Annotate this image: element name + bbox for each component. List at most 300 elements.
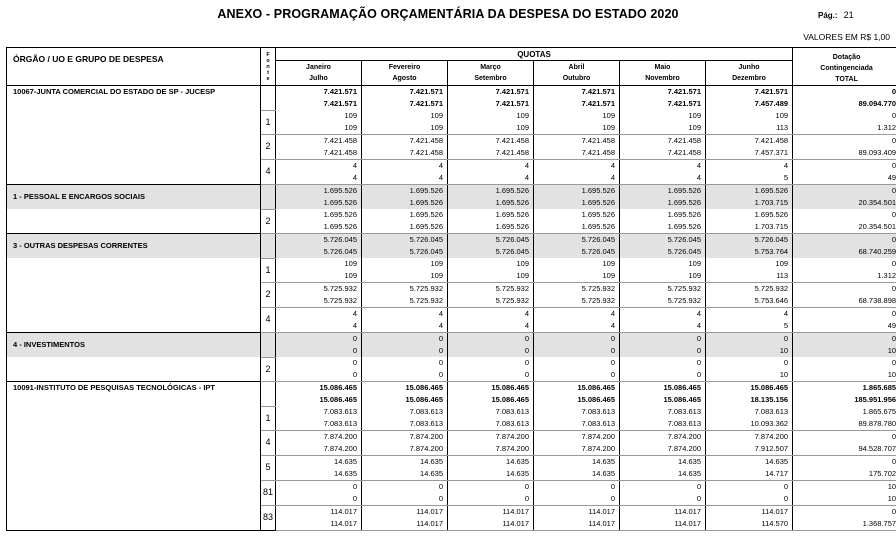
page-label: Pág.: xyxy=(818,11,838,20)
value-first-semester: 0 xyxy=(610,482,615,491)
quota-cell xyxy=(534,283,620,308)
value-second-semester: 7.421.458 xyxy=(581,148,615,157)
value-second-semester: 4 xyxy=(610,321,615,330)
value-first-semester: 0 xyxy=(438,334,443,343)
value-second-semester: 5.725.932 xyxy=(495,296,529,305)
value-first-semester: 7.421.458 xyxy=(323,136,357,145)
value-second-semester: 7.421.571 xyxy=(323,99,357,108)
value-first-semester: 1.695.526 xyxy=(667,186,701,195)
value-second-semester: 0 xyxy=(524,370,529,379)
value-second-semester: 109 xyxy=(344,271,357,280)
fonte-letter: o xyxy=(266,57,270,64)
month-bottom: Agosto xyxy=(392,75,417,82)
fonte-cell: 1 xyxy=(261,110,276,135)
quota-cell xyxy=(276,135,362,160)
quota-cell xyxy=(276,456,362,481)
quota-cell xyxy=(534,160,620,185)
value-second-semester: 7.083.613 xyxy=(581,419,615,428)
month-header xyxy=(362,61,448,86)
value-first-semester: 7.874.200 xyxy=(323,432,357,441)
value-first-semester: 4 xyxy=(524,309,529,318)
quota-cell xyxy=(534,185,620,210)
value-second-semester: 109 xyxy=(602,123,615,132)
value-second-semester: 113 xyxy=(776,123,789,132)
value-second-semester: 5.725.932 xyxy=(667,296,701,305)
value-second-semester: 114.017 xyxy=(588,519,615,528)
value-second-semester: 0 xyxy=(696,346,701,355)
quota-cell xyxy=(448,308,534,333)
uo-name: 10067-JUNTA COMERCIAL DO ESTADO DE SP - JUCESP xyxy=(7,86,261,111)
quota-cell xyxy=(362,431,448,456)
value-first-semester: 109 xyxy=(344,259,357,268)
quota-cell xyxy=(362,234,448,259)
quota-cell xyxy=(276,283,362,308)
value-first-semester: 14.635 xyxy=(334,457,357,466)
quota-cell xyxy=(362,406,448,431)
value-first-semester: 1.695.526 xyxy=(323,210,357,219)
fonte-letter: n xyxy=(266,63,270,70)
value-second-semester: 109 xyxy=(688,271,701,280)
quota-cell xyxy=(534,406,620,431)
quota-cell xyxy=(706,234,793,259)
value-second-semester: 1.695.526 xyxy=(581,222,615,231)
value-first-semester: 7.421.458 xyxy=(581,136,615,145)
total-cell xyxy=(793,333,896,358)
value-second-semester: 7.874.200 xyxy=(323,444,357,453)
value-first-semester: 15.086.465 xyxy=(663,383,701,392)
value-first-semester: 7.083.613 xyxy=(667,407,701,416)
value-first-semester: 7.421.458 xyxy=(754,136,789,145)
value-first-semester: 109 xyxy=(688,259,701,268)
fonte-letter: t xyxy=(267,69,269,76)
fonte-cell xyxy=(261,185,276,210)
value-second-semester: 0 xyxy=(352,370,357,379)
value-first-semester: 114.017 xyxy=(761,507,789,516)
value-first-semester: 5.726.045 xyxy=(495,235,529,244)
quota-cell xyxy=(362,506,448,531)
value-first-semester: 15.086.465 xyxy=(491,383,529,392)
value-second-semester: 109 xyxy=(430,271,443,280)
page-number xyxy=(818,10,854,20)
quota-cell xyxy=(706,431,793,456)
table-row xyxy=(7,283,896,308)
value-second-semester: 5 xyxy=(783,321,789,330)
quota-cell xyxy=(620,431,706,456)
value-second-semester: 68.738.898 xyxy=(858,296,896,305)
value-second-semester: 14.635 xyxy=(592,469,615,478)
value-second-semester: 109 xyxy=(516,123,529,132)
quota-cell xyxy=(534,481,620,506)
total-cell xyxy=(793,456,896,481)
desc-cell-empty xyxy=(7,456,261,481)
table-row xyxy=(7,258,896,283)
quota-cell xyxy=(448,135,534,160)
desc-cell-empty xyxy=(7,406,261,431)
fonte-letter: e xyxy=(266,75,270,82)
desc-cell-empty xyxy=(7,481,261,506)
value-second-semester: 68.740.259 xyxy=(858,247,896,256)
quota-cell xyxy=(620,209,706,234)
quota-cell xyxy=(276,357,362,382)
value-second-semester: 114.017 xyxy=(674,519,701,528)
fonte-letter: F xyxy=(266,51,270,58)
value-second-semester: 114.017 xyxy=(416,519,443,528)
value-first-semester: 7.421.571 xyxy=(495,87,529,96)
table-row xyxy=(7,481,896,506)
value-first-semester: 0 xyxy=(891,358,896,367)
table-row xyxy=(7,234,896,259)
quota-cell xyxy=(706,258,793,283)
month-header xyxy=(706,61,793,86)
fonte-cell xyxy=(261,86,276,111)
quota-cell xyxy=(620,110,706,135)
quota-cell xyxy=(534,86,620,111)
value-first-semester: 4 xyxy=(352,309,357,318)
value-second-semester: 5 xyxy=(783,173,789,182)
table-row xyxy=(7,431,896,456)
quota-cell xyxy=(620,283,706,308)
value-first-semester: 4 xyxy=(610,161,615,170)
quota-cell xyxy=(706,406,793,431)
quota-cell xyxy=(448,406,534,431)
value-second-semester: 1.695.526 xyxy=(667,222,701,231)
value-first-semester: 14.635 xyxy=(678,457,701,466)
value-second-semester: 10 xyxy=(887,370,896,379)
quota-cell xyxy=(276,382,362,407)
value-second-semester: 175.702 xyxy=(868,469,896,478)
value-first-semester: 1.865.685 xyxy=(862,383,896,392)
value-first-semester: 114.017 xyxy=(588,507,615,516)
value-first-semester: 0 xyxy=(783,482,789,491)
value-second-semester: 4 xyxy=(696,321,701,330)
quota-cell xyxy=(276,86,362,111)
page-value: 21 xyxy=(843,10,854,20)
value-second-semester: 4 xyxy=(524,321,529,330)
value-first-semester: 5.726.045 xyxy=(754,235,789,244)
value-first-semester: 5.726.045 xyxy=(581,235,615,244)
value-second-semester: 7.421.458 xyxy=(323,148,357,157)
desc-cell-empty xyxy=(7,357,261,382)
total-cell xyxy=(793,209,896,234)
value-first-semester: 0 xyxy=(891,507,896,516)
quota-cell xyxy=(276,308,362,333)
quota-cell xyxy=(276,185,362,210)
quotas-header: QUOTAS xyxy=(276,48,793,61)
value-first-semester: 109 xyxy=(516,111,529,120)
total-cell xyxy=(793,110,896,135)
value-first-semester: 109 xyxy=(775,259,789,268)
value-second-semester: 5.726.045 xyxy=(495,247,529,256)
value-first-semester: 114.017 xyxy=(416,507,443,516)
quota-cell xyxy=(448,357,534,382)
quota-cell xyxy=(276,258,362,283)
quota-cell xyxy=(362,382,448,407)
value-first-semester: 0 xyxy=(891,284,896,293)
quota-cell xyxy=(362,209,448,234)
value-first-semester: 0 xyxy=(524,334,529,343)
value-second-semester: 5.725.932 xyxy=(409,296,443,305)
quota-cell xyxy=(706,333,793,358)
desc-cell-empty xyxy=(7,283,261,308)
quota-cell xyxy=(620,506,706,531)
value-first-semester: 4 xyxy=(438,161,443,170)
desc-cell-empty xyxy=(7,110,261,135)
value-first-semester: 109 xyxy=(344,111,357,120)
value-second-semester: 1.312 xyxy=(877,123,896,132)
quota-cell xyxy=(706,456,793,481)
fonte-cell: 83 xyxy=(261,506,276,531)
quota-cell xyxy=(620,382,706,407)
month-top: Março xyxy=(480,64,501,71)
quota-cell xyxy=(448,258,534,283)
quota-cell xyxy=(706,382,793,407)
value-first-semester: 4 xyxy=(352,161,357,170)
value-second-semester: 1.695.526 xyxy=(409,198,443,207)
total-cell xyxy=(793,234,896,259)
quota-cell xyxy=(706,308,793,333)
value-second-semester: 7.421.571 xyxy=(495,99,529,108)
quota-cell xyxy=(448,456,534,481)
quota-cell xyxy=(534,333,620,358)
value-first-semester: 5.725.932 xyxy=(323,284,357,293)
value-first-semester: 0 xyxy=(610,334,615,343)
fonte-cell: 4 xyxy=(261,160,276,185)
quota-cell xyxy=(448,431,534,456)
value-first-semester: 0 xyxy=(610,358,615,367)
quota-cell xyxy=(534,308,620,333)
month-bottom: Outubro xyxy=(562,75,591,82)
value-first-semester: 4 xyxy=(696,161,701,170)
quota-cell xyxy=(534,209,620,234)
quota-cell xyxy=(362,110,448,135)
value-first-semester: 4 xyxy=(696,309,701,318)
value-first-semester: 7.421.571 xyxy=(667,87,701,96)
quota-cell xyxy=(362,135,448,160)
value-first-semester: 109 xyxy=(688,111,701,120)
desc-cell-empty xyxy=(7,506,261,531)
quota-cell xyxy=(448,160,534,185)
value-second-semester: 1.312 xyxy=(877,271,896,280)
value-first-semester: 0 xyxy=(891,457,896,466)
value-second-semester: 7.083.613 xyxy=(323,419,357,428)
uo-name: 10091-INSTITUTO DE PESQUISAS TECNOLÓGICAS - IPT xyxy=(7,382,261,407)
value-first-semester: 15.086.465 xyxy=(405,383,443,392)
month-bottom: Dezembro xyxy=(732,75,766,82)
value-first-semester: 7.421.571 xyxy=(754,87,789,96)
quota-cell xyxy=(362,160,448,185)
value-first-semester: 109 xyxy=(775,111,789,120)
total-cell xyxy=(793,506,896,531)
quota-cell xyxy=(276,431,362,456)
value-second-semester: 89.093.409 xyxy=(858,148,896,157)
value-second-semester: 15.086.465 xyxy=(577,395,615,404)
value-second-semester: 0 xyxy=(438,370,443,379)
quota-cell xyxy=(534,456,620,481)
value-second-semester: 7.421.571 xyxy=(409,99,443,108)
value-second-semester: 0 xyxy=(524,494,529,503)
quota-cell xyxy=(620,357,706,382)
quota-cell xyxy=(448,110,534,135)
desc-cell-empty xyxy=(7,209,261,234)
value-first-semester: 1.695.526 xyxy=(667,210,701,219)
value-first-semester: 0 xyxy=(891,235,896,244)
value-second-semester: 7.912.507 xyxy=(754,444,789,453)
value-first-semester: 15.086.465 xyxy=(750,383,789,392)
month-bottom: Novembro xyxy=(645,75,680,82)
month-top: Maio xyxy=(654,64,671,71)
value-first-semester: 7.421.571 xyxy=(323,87,357,96)
total-cell xyxy=(793,86,896,111)
quota-cell xyxy=(534,431,620,456)
value-second-semester: 20.354.501 xyxy=(858,222,896,231)
value-second-semester: 109 xyxy=(602,271,615,280)
total-cell xyxy=(793,258,896,283)
value-first-semester: 10 xyxy=(887,482,896,491)
value-second-semester: 114.017 xyxy=(330,519,357,528)
total-cell xyxy=(793,481,896,506)
fonte-cell: 2 xyxy=(261,209,276,234)
quota-cell xyxy=(276,406,362,431)
quota-cell xyxy=(534,506,620,531)
document-title: ANEXO - PROGRAMAÇÃO ORÇAMENTÁRIA DA DESPESA DO ESTADO 2020 xyxy=(217,7,679,21)
desc-cell-empty xyxy=(7,135,261,160)
value-second-semester: 15.086.465 xyxy=(405,395,443,404)
quota-cell xyxy=(448,481,534,506)
value-second-semester: 7.421.458 xyxy=(409,148,443,157)
quota-cell xyxy=(620,406,706,431)
value-second-semester: 14.635 xyxy=(334,469,357,478)
value-second-semester: 185.951.956 xyxy=(854,395,896,404)
table-body xyxy=(7,86,896,531)
table-row xyxy=(7,160,896,185)
fonte-cell: 1 xyxy=(261,258,276,283)
value-second-semester: 0 xyxy=(783,494,789,503)
quota-cell xyxy=(706,357,793,382)
value-second-semester: 89.094.770 xyxy=(858,99,896,108)
value-second-semester: 7.457.489 xyxy=(754,99,789,108)
group-name: 1 - PESSOAL E ENCARGOS SOCIAIS xyxy=(7,185,261,210)
desc-cell-empty xyxy=(7,258,261,283)
value-second-semester: 5.726.045 xyxy=(581,247,615,256)
value-first-semester: 0 xyxy=(891,334,896,343)
fonte-cell xyxy=(261,333,276,358)
value-first-semester: 0 xyxy=(696,334,701,343)
value-first-semester: 1.695.526 xyxy=(754,186,789,195)
value-first-semester: 0 xyxy=(352,334,357,343)
value-second-semester: 5.726.045 xyxy=(323,247,357,256)
value-first-semester: 1.695.526 xyxy=(409,210,443,219)
quota-cell xyxy=(276,110,362,135)
value-second-semester: 0 xyxy=(438,346,443,355)
total-cell xyxy=(793,135,896,160)
fonte-cell: 1 xyxy=(261,406,276,431)
value-first-semester: 0 xyxy=(891,136,896,145)
value-second-semester: 10 xyxy=(779,346,789,355)
value-first-semester: 7.083.613 xyxy=(754,407,789,416)
value-second-semester: 4 xyxy=(438,173,443,182)
month-header xyxy=(620,61,706,86)
value-second-semester: 7.421.571 xyxy=(667,99,701,108)
value-first-semester: 7.421.458 xyxy=(495,136,529,145)
quota-cell xyxy=(362,86,448,111)
fonte-cell: 2 xyxy=(261,283,276,308)
table-row xyxy=(7,333,896,358)
quota-cell xyxy=(706,283,793,308)
quota-cell xyxy=(620,456,706,481)
value-first-semester: 0 xyxy=(891,210,896,219)
value-first-semester: 4 xyxy=(524,161,529,170)
value-first-semester: 4 xyxy=(438,309,443,318)
value-first-semester: 0 xyxy=(524,482,529,491)
dotacao-line: TOTAL xyxy=(835,76,858,83)
fonte-cell: 2 xyxy=(261,135,276,160)
value-first-semester: 109 xyxy=(602,259,615,268)
desc-cell-empty xyxy=(7,308,261,333)
quota-cell xyxy=(448,382,534,407)
desc-cell-empty xyxy=(7,431,261,456)
table-row xyxy=(7,209,896,234)
value-first-semester: 114.017 xyxy=(502,507,529,516)
quota-cell xyxy=(448,506,534,531)
value-first-semester: 4 xyxy=(783,309,789,318)
fonte-header xyxy=(261,48,276,86)
value-first-semester: 109 xyxy=(430,111,443,120)
value-second-semester: 1.695.526 xyxy=(323,198,357,207)
quota-cell xyxy=(362,308,448,333)
quota-cell xyxy=(276,234,362,259)
value-second-semester: 109 xyxy=(688,123,701,132)
quota-cell xyxy=(276,481,362,506)
quota-cell xyxy=(706,135,793,160)
value-second-semester: 14.635 xyxy=(506,469,529,478)
total-cell xyxy=(793,185,896,210)
quota-cell xyxy=(448,209,534,234)
value-second-semester: 7.421.458 xyxy=(495,148,529,157)
total-cell xyxy=(793,382,896,407)
value-first-semester: 5.726.045 xyxy=(667,235,701,244)
value-second-semester: 0 xyxy=(696,494,701,503)
value-first-semester: 15.086.465 xyxy=(577,383,615,392)
value-second-semester: 7.457.371 xyxy=(754,148,789,157)
value-second-semester: 0 xyxy=(610,494,615,503)
dotacao-line: Contingenciada xyxy=(820,65,873,72)
value-second-semester: 10 xyxy=(887,346,896,355)
quota-cell xyxy=(620,308,706,333)
value-first-semester: 0 xyxy=(891,259,896,268)
fonte-cell xyxy=(261,382,276,407)
table-row xyxy=(7,308,896,333)
value-first-semester: 114.017 xyxy=(330,507,357,516)
value-first-semester: 5.725.932 xyxy=(495,284,529,293)
value-second-semester: 4 xyxy=(696,173,701,182)
value-second-semester: 0 xyxy=(438,494,443,503)
value-first-semester: 1.695.526 xyxy=(409,186,443,195)
quota-cell xyxy=(448,185,534,210)
value-first-semester: 5.725.932 xyxy=(667,284,701,293)
value-second-semester: 1.368.757 xyxy=(862,519,896,528)
month-top: Abril xyxy=(568,64,585,71)
value-second-semester: 0 xyxy=(696,370,701,379)
value-second-semester: 94.528.707 xyxy=(858,444,896,453)
dotacao-line: Dotação xyxy=(832,54,861,61)
value-first-semester: 0 xyxy=(696,482,701,491)
value-first-semester: 1.695.526 xyxy=(495,186,529,195)
value-second-semester: 10.093.362 xyxy=(750,419,789,428)
quota-cell xyxy=(534,234,620,259)
fonte-cell: 5 xyxy=(261,456,276,481)
value-second-semester: 10 xyxy=(779,370,789,379)
quota-cell xyxy=(362,283,448,308)
